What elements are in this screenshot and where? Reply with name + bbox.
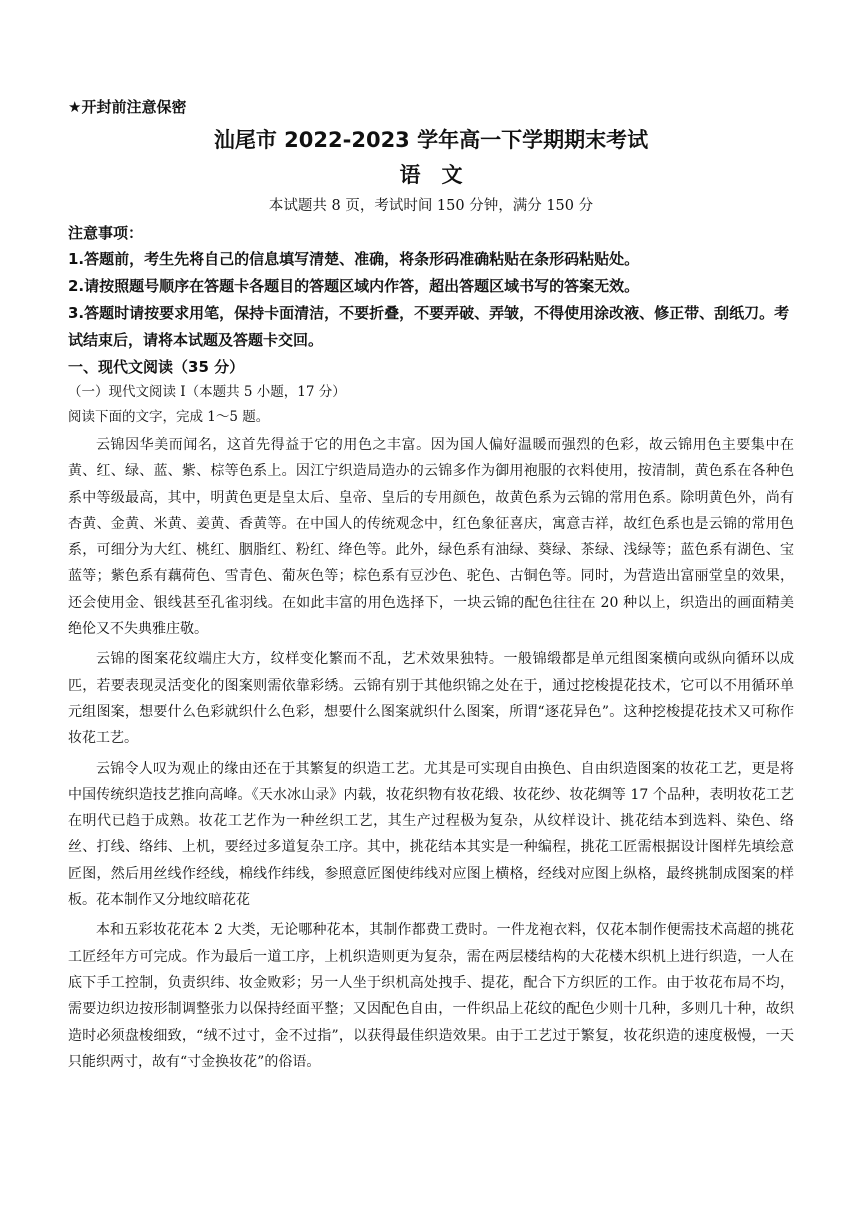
passage-paragraph: 云锦令人叹为观止的缘由还在于其繁复的织造工艺。尤其是可实现自由换色、自由织造图案的妆花工艺，更是将中国传统织造技艺推向高峰。《天水冰山录》内载，妆花织物有妆花缎、妆花纱、妆花绸等 17 个品种，表明妆花工艺在明代已趋于成熟。妆花工艺作为一种丝织工艺，其生产过程极为复杂，从纹样设计、挑花结本到选料、染色、络丝、打线、络纬、上机，要经过多道复杂工序。其中，挑花结本其实是一种编程，挑花工匠需根据设计图样先填绘意匠图，然后用丝线作经线，棉线作纬线，参照意匠图使纬线对应图上横格，经线对应图上纵格，最终挑制成图案的样板。花本制作又分地纹暗花花 — [68, 760, 794, 909]
confidential-notice: ★开封前注意保密 — [68, 98, 187, 116]
section-heading: 一、现代文阅读（35 分） — [68, 358, 245, 376]
passage-paragraph: 本和五彩妆花花本 2 大类，无论哪种花本，其制作都费工费时。一件龙袍衣料，仅花本制作便需技术高超的挑花工匠经年方可完成。作为最后一道工序，上机织造则更为复杂，需在两层楼结构的大花楼木织机上进行织造，一人在底下手工控制，负责织纬、妆金败彩；另一人坐于织机高处拽手、提花，配合下方织匠的工作。由于妆花布局不均，需要边织边按形制调整张力以保持经面平整；又因配色自由，一件织品上花纹的配色少则十几种，多则几十种，故织造时必须盘梭细致，“绒不过寸，金不过指”，以获得最佳织造效果。由于工艺过于繁复，妆花织造的速度极慢，一天只能织两寸，故有“寸金换妆花”的俗语。 — [68, 922, 794, 1070]
passage-paragraph: 云锦的图案花纹端庄大方，纹样变化繁而不乱，艺术效果独特。一般锦缎都是单元组图案横向或纵向循环以成匹，若要表现灵活变化的图案则需依靠彩绣。云锦有别于其他织锦之处在于，通过挖梭提花技术，它可以不用循环单元组图案，想要什么色彩就织什么色彩，想要什么图案就织什么图案，所谓“逐花异色”。这种挖梭提花技术又可称作妆花工艺。 — [68, 651, 794, 747]
passage-paragraph: 云锦因华美而闻名，这首先得益于它的用色之丰富。因为国人偏好温暖而强烈的色彩，故云锦用色主要集中在黄、红、绿、蓝、紫、棕等色系上。因江宁织造局造办的云锦多作为御用袍服的衣料使用，按清制，黄色系在各种色系中等级最高，其中，明黄色更是皇太后、皇帝、皇后的专用颜色，故黄色系为云锦的常用色系。除明黄色外，尚有杏黄、金黄、米黄、姜黄、香黄等。在中国人的传统观念中，红色象征喜庆，寓意吉祥，故红色系也是云锦的常用色系，可细分为大红、桃红、胭脂红、粉红、绛色等。此外，绿色系有油绿、葵绿、茶绿、浅绿等；蓝色系有湖色、宝蓝等；紫色系有藕荷色、雪青色、葡灰色等；棕色系有豆沙色、驼色、古铜色等。同时，为营造出富丽堂皇的效果，还会使用金、银线甚至孔雀羽线。在如此丰富的用色选择下，一块云锦的配色往往在 20 种以上，织造出的画面精美绝伦又不失典雅庄敬。 — [68, 437, 794, 638]
note-item-2: 2.请按照题号顺序在答题卡各题目的答题区域内作答，超出答题区域书写的答案无效。 — [68, 277, 640, 295]
reading-instruction: 阅读下面的文字，完成 1～5 题。 — [68, 409, 270, 425]
exam-page — [68, 96, 794, 1079]
note-item-3: 3.答题时请按要求用笔，保持卡面清洁，不要折叠，不要弄破、弄皱，不得使用涂改液、修正带、刮纸刀。考试结束后，请将本试题及答题卡交回。 — [68, 304, 790, 349]
exam-title: 汕尾市 2022-2023 学年高一下学期期末考试 — [213, 128, 649, 152]
subject-title: 语 文 — [399, 163, 463, 187]
exam-info: 本试题共 8 页，考试时间 150 分钟，满分 150 分 — [268, 198, 594, 214]
notes-heading: 注意事项： — [68, 224, 144, 242]
note-item-1: 1.答题前，考生先将自己的信息填写清楚、准确，将条形码准确粘贴在条形码粘贴处。 — [68, 250, 640, 268]
sub-section-heading: （一）现代文阅读 I（本题共 5 小题，17 分） — [68, 384, 346, 400]
